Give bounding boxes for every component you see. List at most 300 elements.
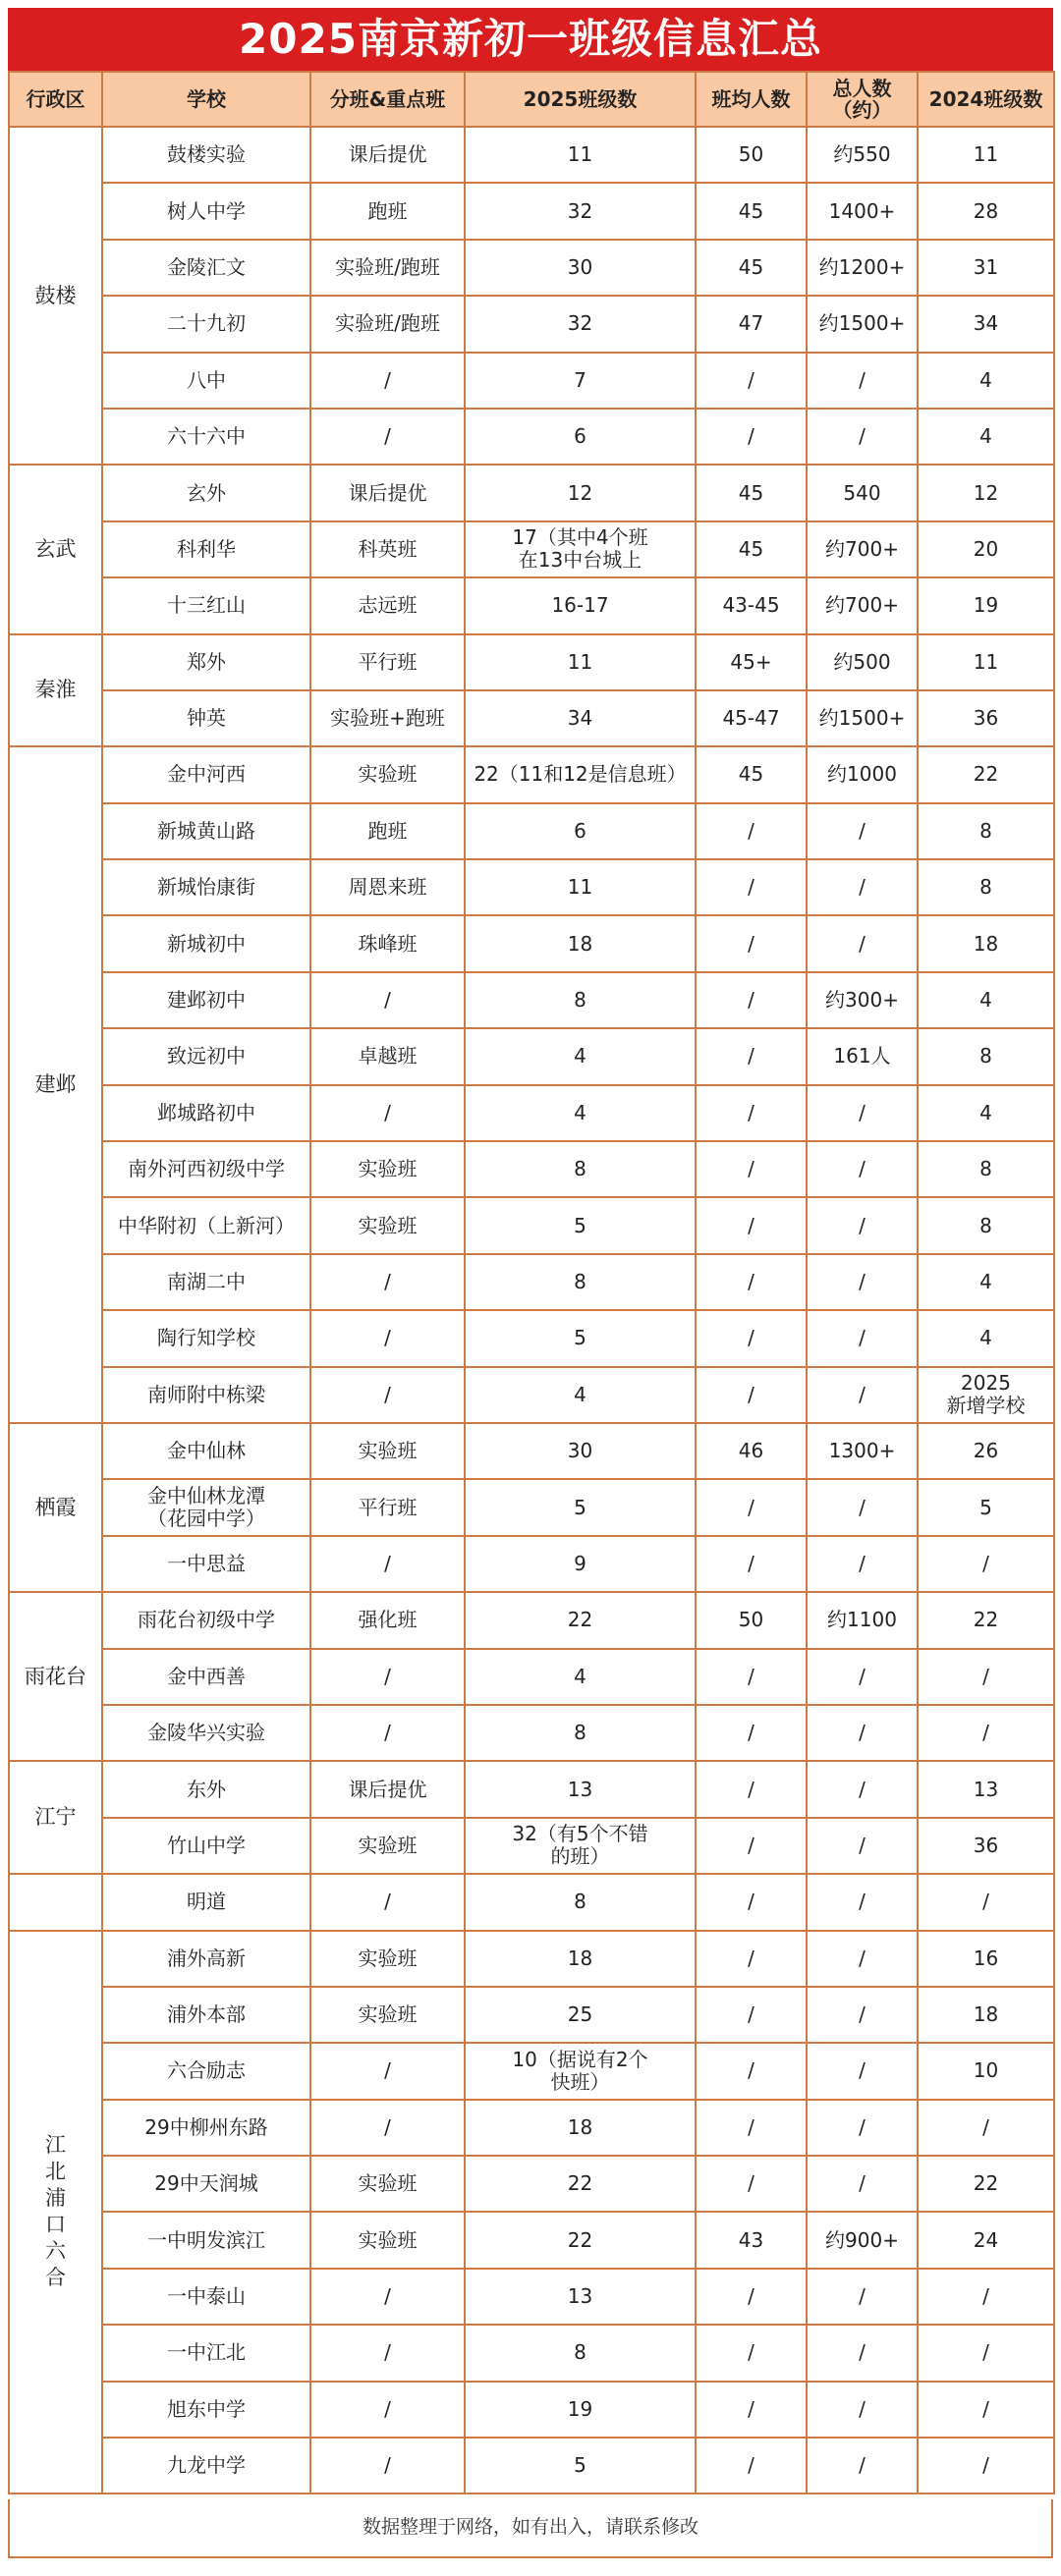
class-type-cell: / <box>310 1705 465 1761</box>
total-students-cell: 约1100 <box>807 1592 918 1648</box>
avg-students-cell: 45 <box>696 183 807 239</box>
col-header-class-type: 分班&重点班 <box>310 72 465 127</box>
class-type-cell: 科英班 <box>310 521 465 577</box>
school-name-cell: 29中柳州东路 <box>102 2100 310 2156</box>
avg-students-cell: / <box>696 1987 807 2043</box>
school-name-cell: 雨花台初级中学 <box>102 1592 310 1648</box>
total-students-cell: 约500 <box>807 634 918 690</box>
table-row <box>9 859 1054 915</box>
school-name-cell: 陶行知学校 <box>102 1310 310 1366</box>
class-type-cell: 珠峰班 <box>310 915 465 971</box>
classes-2025-cell: 25 <box>465 1987 696 2043</box>
total-students-cell: / <box>807 2043 918 2099</box>
class-type-cell: 强化班 <box>310 1592 465 1648</box>
table-row <box>9 2043 1054 2099</box>
classes-2024-cell: / <box>918 1705 1054 1761</box>
total-students-cell: / <box>807 1141 918 1197</box>
class-type-cell: 实验班+跑班 <box>310 690 465 746</box>
classes-2024-cell: 36 <box>918 1818 1054 1874</box>
col-header-total-students: 总人数 （约） <box>807 72 918 127</box>
class-type-cell: / <box>310 2382 465 2438</box>
avg-students-cell: / <box>696 1649 807 1705</box>
school-name-cell: 金中仙林 <box>102 1423 310 1479</box>
classes-2025-cell: 22 <box>465 2156 696 2212</box>
col-header-school: 学校 <box>102 72 310 127</box>
table-row <box>9 465 1054 521</box>
classes-2024-cell: / <box>918 2438 1054 2494</box>
table-row <box>9 1649 1054 1705</box>
classes-2025-cell: 4 <box>465 1649 696 1705</box>
total-students-cell: 约550 <box>807 127 918 183</box>
total-students-cell: 约1000 <box>807 746 918 802</box>
school-name-cell: 南湖二中 <box>102 1254 310 1310</box>
school-name-cell: 钟英 <box>102 690 310 746</box>
class-type-cell: 卓越班 <box>310 1028 465 1084</box>
classes-2024-cell: 19 <box>918 577 1054 633</box>
total-students-cell: 约1500+ <box>807 296 918 352</box>
classes-2025-cell: 7 <box>465 353 696 409</box>
classes-2025-cell: 11 <box>465 859 696 915</box>
classes-2024-cell: 18 <box>918 915 1054 971</box>
total-students-cell: / <box>807 2438 918 2494</box>
class-type-cell: 课后提优 <box>310 1761 465 1817</box>
school-name-cell: 东外 <box>102 1761 310 1817</box>
table-row <box>9 1310 1054 1366</box>
avg-students-cell: / <box>696 353 807 409</box>
total-students-cell: / <box>807 803 918 859</box>
classes-2024-cell: 36 <box>918 690 1054 746</box>
district-cell: 江宁 <box>9 1761 102 1874</box>
table-row <box>9 1197 1054 1253</box>
school-name-cell: 旭东中学 <box>102 2382 310 2438</box>
school-name-cell: 一中明发滨江 <box>102 2212 310 2268</box>
classes-2025-cell: 4 <box>465 1367 696 1423</box>
classes-2025-cell: 6 <box>465 803 696 859</box>
class-type-cell: 实验班 <box>310 1987 465 2043</box>
class-type-cell: 课后提优 <box>310 465 465 521</box>
total-students-cell: 161人 <box>807 1028 918 1084</box>
school-name-cell: 八中 <box>102 353 310 409</box>
total-students-cell: 约700+ <box>807 521 918 577</box>
classes-2025-cell: 18 <box>465 2100 696 2156</box>
classes-2025-cell: 8 <box>465 2325 696 2381</box>
col-header-district: 行政区 <box>9 72 102 127</box>
classes-2025-cell: 13 <box>465 2269 696 2325</box>
class-type-cell: 实验班 <box>310 2156 465 2212</box>
school-name-cell: 浦外本部 <box>102 1987 310 2043</box>
classes-2024-cell: 10 <box>918 2043 1054 2099</box>
classes-2025-cell: 22 <box>465 2212 696 2268</box>
classes-2025-cell: 8 <box>465 1874 696 1930</box>
classes-2025-cell: 5 <box>465 1310 696 1366</box>
table-row <box>9 2100 1054 2156</box>
school-name-cell: 竹山中学 <box>102 1818 310 1874</box>
classes-2025-cell: 18 <box>465 915 696 971</box>
school-name-cell: 玄外 <box>102 465 310 521</box>
table-row <box>9 296 1054 352</box>
district-cell: 雨花台 <box>9 1592 102 1761</box>
avg-students-cell: / <box>696 1028 807 1084</box>
col-header-classes-2025: 2025班级数 <box>465 72 696 127</box>
table-row <box>9 1536 1054 1592</box>
school-name-cell: 新城怡康街 <box>102 859 310 915</box>
classes-2025-cell: 32 <box>465 296 696 352</box>
school-name-cell: 浦外高新 <box>102 1931 310 1987</box>
footnote: 数据整理于网络，如有出入，请联系修改 <box>8 2499 1053 2558</box>
table-row <box>9 521 1054 577</box>
table-body <box>9 127 1054 2494</box>
classes-2025-cell: 8 <box>465 972 696 1028</box>
school-name-cell: 六合励志 <box>102 2043 310 2099</box>
total-students-cell: / <box>807 353 918 409</box>
avg-students-cell: / <box>696 2269 807 2325</box>
total-students-cell: / <box>807 2382 918 2438</box>
classes-2025-cell: 8 <box>465 1254 696 1310</box>
total-students-cell: 约1500+ <box>807 690 918 746</box>
school-name-cell: 金陵华兴实验 <box>102 1705 310 1761</box>
total-students-cell: 约900+ <box>807 2212 918 2268</box>
class-type-cell: 跑班 <box>310 183 465 239</box>
classes-2025-cell: 5 <box>465 1479 696 1535</box>
avg-students-cell: 45 <box>696 746 807 802</box>
avg-students-cell: 45 <box>696 465 807 521</box>
school-name-cell: 十三红山 <box>102 577 310 633</box>
avg-students-cell: 50 <box>696 1592 807 1648</box>
classes-2024-cell: / <box>918 2269 1054 2325</box>
info-table <box>8 71 1055 2494</box>
table-row <box>9 1987 1054 2043</box>
avg-students-cell: / <box>696 1931 807 1987</box>
total-students-cell: / <box>807 1254 918 1310</box>
school-name-cell: 二十九初 <box>102 296 310 352</box>
classes-2024-cell: 2025 新增学校 <box>918 1367 1054 1423</box>
table-row <box>9 240 1054 296</box>
classes-2025-cell: 8 <box>465 1141 696 1197</box>
avg-students-cell: / <box>696 2100 807 2156</box>
school-name-cell: 科利华 <box>102 521 310 577</box>
classes-2025-cell: 9 <box>465 1536 696 1592</box>
class-type-cell: / <box>310 1254 465 1310</box>
table-row <box>9 2212 1054 2268</box>
class-type-cell: 实验班 <box>310 2212 465 2268</box>
classes-2025-cell: 4 <box>465 1085 696 1141</box>
table-row <box>9 2156 1054 2212</box>
class-type-cell: / <box>310 1874 465 1930</box>
table-row <box>9 353 1054 409</box>
district-cell: 江 北 浦 口 六 合 <box>9 1931 102 2494</box>
classes-2025-cell: 22 <box>465 1592 696 1648</box>
school-name-cell: 六十六中 <box>102 409 310 465</box>
table-row <box>9 2325 1054 2381</box>
total-students-cell: / <box>807 2156 918 2212</box>
classes-2024-cell: 24 <box>918 2212 1054 2268</box>
total-students-cell: / <box>807 1649 918 1705</box>
total-students-cell: 540 <box>807 465 918 521</box>
school-name-cell: 金中河西 <box>102 746 310 802</box>
school-name-cell: 29中天润城 <box>102 2156 310 2212</box>
classes-2025-cell: 13 <box>465 1761 696 1817</box>
classes-2024-cell: 13 <box>918 1761 1054 1817</box>
class-type-cell: / <box>310 1085 465 1141</box>
avg-students-cell: 45-47 <box>696 690 807 746</box>
table-row <box>9 1761 1054 1817</box>
class-type-cell: 实验班/跑班 <box>310 240 465 296</box>
class-type-cell: 平行班 <box>310 634 465 690</box>
school-name-cell: 致远初中 <box>102 1028 310 1084</box>
school-name-cell: 建邺初中 <box>102 972 310 1028</box>
classes-2025-cell: 32 <box>465 183 696 239</box>
table-row <box>9 1874 1054 1930</box>
classes-2024-cell: 22 <box>918 1592 1054 1648</box>
avg-students-cell: 45 <box>696 521 807 577</box>
school-name-cell: 金中西善 <box>102 1649 310 1705</box>
table-row <box>9 1592 1054 1648</box>
school-name-cell: 树人中学 <box>102 183 310 239</box>
table-row <box>9 634 1054 690</box>
classes-2024-cell: 22 <box>918 746 1054 802</box>
avg-students-cell: / <box>696 915 807 971</box>
school-name-cell: 邺城路初中 <box>102 1085 310 1141</box>
school-name-cell: 九龙中学 <box>102 2438 310 2494</box>
table-row <box>9 690 1054 746</box>
school-name-cell: 南外河西初级中学 <box>102 1141 310 1197</box>
classes-2025-cell: 11 <box>465 127 696 183</box>
avg-students-cell: / <box>696 1367 807 1423</box>
avg-students-cell: / <box>696 1479 807 1535</box>
classes-2025-cell: 18 <box>465 1931 696 1987</box>
classes-2024-cell: 11 <box>918 634 1054 690</box>
classes-2025-cell: 19 <box>465 2382 696 2438</box>
school-name-cell: 郑外 <box>102 634 310 690</box>
class-type-cell: / <box>310 1367 465 1423</box>
class-type-cell: 课后提优 <box>310 127 465 183</box>
avg-students-cell: / <box>696 1254 807 1310</box>
class-type-cell: 志远班 <box>310 577 465 633</box>
classes-2025-cell: 22（11和12是信息班） <box>465 746 696 802</box>
class-type-cell: 实验班 <box>310 1141 465 1197</box>
classes-2024-cell: 28 <box>918 183 1054 239</box>
classes-2024-cell: 8 <box>918 1028 1054 1084</box>
table-row <box>9 1931 1054 1987</box>
total-students-cell: / <box>807 2269 918 2325</box>
total-students-cell: / <box>807 409 918 465</box>
class-type-cell: 实验班 <box>310 1931 465 1987</box>
class-type-cell: 周恩来班 <box>310 859 465 915</box>
col-header-avg-students: 班均人数 <box>696 72 807 127</box>
classes-2024-cell: 4 <box>918 972 1054 1028</box>
classes-2024-cell: 4 <box>918 409 1054 465</box>
class-type-cell: / <box>310 2269 465 2325</box>
classes-2024-cell: 8 <box>918 859 1054 915</box>
table-row <box>9 1028 1054 1084</box>
class-type-cell: / <box>310 972 465 1028</box>
classes-2025-cell: 4 <box>465 1028 696 1084</box>
classes-2025-cell: 6 <box>465 409 696 465</box>
classes-2025-cell: 5 <box>465 2438 696 2494</box>
classes-2024-cell: / <box>918 1874 1054 1930</box>
avg-students-cell: 50 <box>696 127 807 183</box>
avg-students-cell: / <box>696 972 807 1028</box>
table-row <box>9 2269 1054 2325</box>
classes-2024-cell: 16 <box>918 1931 1054 1987</box>
class-type-cell: 平行班 <box>310 1479 465 1535</box>
class-type-cell: 实验班 <box>310 1197 465 1253</box>
avg-students-cell: / <box>696 1310 807 1366</box>
avg-students-cell: 43-45 <box>696 577 807 633</box>
total-students-cell: / <box>807 1931 918 1987</box>
school-name-cell: 金中仙林龙潭 （花园中学） <box>102 1479 310 1535</box>
table-row <box>9 972 1054 1028</box>
classes-2025-cell: 30 <box>465 1423 696 1479</box>
school-name-cell: 新城初中 <box>102 915 310 971</box>
classes-2024-cell: / <box>918 1536 1054 1592</box>
district-cell: 秦淮 <box>9 634 102 747</box>
avg-students-cell: 45 <box>696 240 807 296</box>
district-cell: 玄武 <box>9 465 102 633</box>
classes-2024-cell: 34 <box>918 296 1054 352</box>
class-type-cell: / <box>310 409 465 465</box>
total-students-cell: / <box>807 2325 918 2381</box>
class-type-cell: / <box>310 2100 465 2156</box>
total-students-cell: / <box>807 859 918 915</box>
total-students-cell: / <box>807 2100 918 2156</box>
avg-students-cell: / <box>696 1197 807 1253</box>
classes-2025-cell: 17（其中4个班 在13中台城上 <box>465 521 696 577</box>
school-name-cell: 新城黄山路 <box>102 803 310 859</box>
total-students-cell: / <box>807 1085 918 1141</box>
district-cell: 鼓楼 <box>9 127 102 465</box>
classes-2024-cell: 5 <box>918 1479 1054 1535</box>
avg-students-cell: / <box>696 1874 807 1930</box>
table-row <box>9 1479 1054 1535</box>
classes-2024-cell: / <box>918 1649 1054 1705</box>
classes-2024-cell: 18 <box>918 1987 1054 2043</box>
avg-students-cell: / <box>696 1761 807 1817</box>
avg-students-cell: / <box>696 1818 807 1874</box>
table-row <box>9 1254 1054 1310</box>
classes-2025-cell: 5 <box>465 1197 696 1253</box>
total-students-cell: / <box>807 915 918 971</box>
table-row <box>9 1818 1054 1874</box>
total-students-cell: 1300+ <box>807 1423 918 1479</box>
avg-students-cell: / <box>696 1705 807 1761</box>
classes-2025-cell: 16-17 <box>465 577 696 633</box>
classes-2024-cell: 8 <box>918 1141 1054 1197</box>
class-type-cell: 实验班 <box>310 1423 465 1479</box>
classes-2024-cell: 4 <box>918 1310 1054 1366</box>
total-students-cell: / <box>807 1197 918 1253</box>
table-row <box>9 1705 1054 1761</box>
classes-2025-cell: 12 <box>465 465 696 521</box>
classes-2024-cell: 20 <box>918 521 1054 577</box>
class-type-cell: 实验班/跑班 <box>310 296 465 352</box>
table-row <box>9 577 1054 633</box>
total-students-cell: 约300+ <box>807 972 918 1028</box>
class-type-cell: / <box>310 1310 465 1366</box>
school-name-cell: 中华附初（上新河） <box>102 1197 310 1253</box>
total-students-cell: / <box>807 1761 918 1817</box>
classes-2024-cell: 8 <box>918 1197 1054 1253</box>
district-cell: 建邺 <box>9 746 102 1423</box>
total-students-cell: / <box>807 1818 918 1874</box>
table-row <box>9 2382 1054 2438</box>
classes-2025-cell: 30 <box>465 240 696 296</box>
classes-2024-cell: / <box>918 2100 1054 2156</box>
avg-students-cell: / <box>696 803 807 859</box>
classes-2025-cell: 10（据说有2个 快班） <box>465 2043 696 2099</box>
page-title: 2025南京新初一班级信息汇总 <box>8 8 1053 71</box>
class-type-cell: / <box>310 2043 465 2099</box>
class-type-cell: / <box>310 1536 465 1592</box>
table-row <box>9 1367 1054 1423</box>
classes-2024-cell: 12 <box>918 465 1054 521</box>
class-type-cell: 实验班 <box>310 746 465 802</box>
total-students-cell: / <box>807 1479 918 1535</box>
col-header-classes-2024: 2024班级数 <box>918 72 1054 127</box>
total-students-cell: / <box>807 1310 918 1366</box>
school-name-cell: 一中思益 <box>102 1536 310 1592</box>
class-type-cell: / <box>310 1649 465 1705</box>
table-row <box>9 409 1054 465</box>
avg-students-cell: / <box>696 1141 807 1197</box>
table-row <box>9 803 1054 859</box>
table-row <box>9 1423 1054 1479</box>
table-row <box>9 915 1054 971</box>
avg-students-cell: / <box>696 2438 807 2494</box>
school-name-cell: 南师附中栋梁 <box>102 1367 310 1423</box>
school-name-cell: 一中泰山 <box>102 2269 310 2325</box>
class-type-cell: / <box>310 2438 465 2494</box>
total-students-cell: / <box>807 1367 918 1423</box>
total-students-cell: / <box>807 1874 918 1930</box>
school-name-cell: 一中江北 <box>102 2325 310 2381</box>
school-name-cell: 明道 <box>102 1874 310 1930</box>
classes-2025-cell: 32（有5个不错 的班） <box>465 1818 696 1874</box>
avg-students-cell: 46 <box>696 1423 807 1479</box>
classes-2025-cell: 8 <box>465 1705 696 1761</box>
table-row <box>9 127 1054 183</box>
avg-students-cell: 45+ <box>696 634 807 690</box>
class-type-cell: 跑班 <box>310 803 465 859</box>
total-students-cell: / <box>807 1987 918 2043</box>
classes-2024-cell: 11 <box>918 127 1054 183</box>
total-students-cell: / <box>807 1705 918 1761</box>
classes-2024-cell: / <box>918 2325 1054 2381</box>
district-cell <box>9 1874 102 1930</box>
table-row <box>9 746 1054 802</box>
table-row <box>9 183 1054 239</box>
avg-students-cell: / <box>696 859 807 915</box>
classes-2024-cell: 26 <box>918 1423 1054 1479</box>
district-cell: 栖霞 <box>9 1423 102 1592</box>
avg-students-cell: / <box>696 1085 807 1141</box>
classes-2024-cell: 22 <box>918 2156 1054 2212</box>
avg-students-cell: / <box>696 2382 807 2438</box>
total-students-cell: 约1200+ <box>807 240 918 296</box>
avg-students-cell: 47 <box>696 296 807 352</box>
class-type-cell: / <box>310 353 465 409</box>
avg-students-cell: / <box>696 2325 807 2381</box>
school-name-cell: 鼓楼实验 <box>102 127 310 183</box>
avg-students-cell: / <box>696 2156 807 2212</box>
header-row <box>9 72 1054 127</box>
classes-2024-cell: 4 <box>918 1085 1054 1141</box>
classes-2024-cell: 31 <box>918 240 1054 296</box>
avg-students-cell: / <box>696 409 807 465</box>
class-type-cell: 实验班 <box>310 1818 465 1874</box>
total-students-cell: 约700+ <box>807 577 918 633</box>
total-students-cell: / <box>807 1536 918 1592</box>
